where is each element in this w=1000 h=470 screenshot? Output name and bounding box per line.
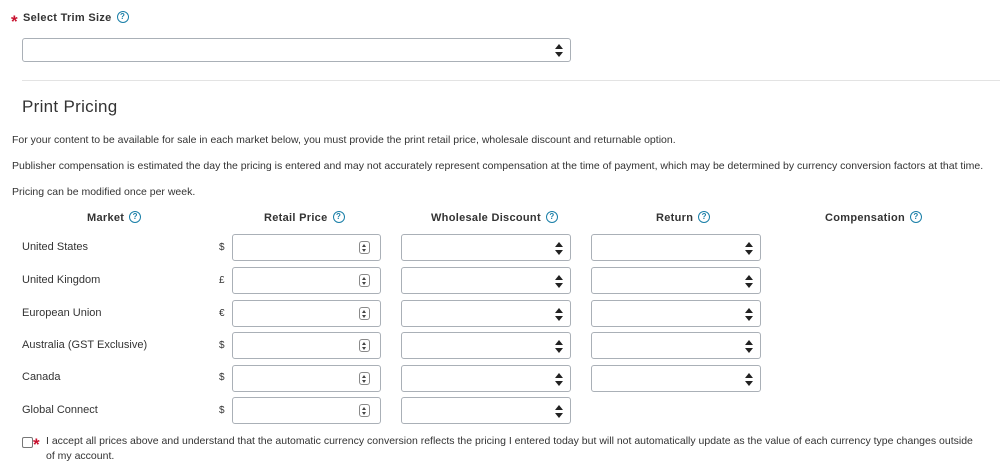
market-label-united-states: United States (22, 241, 89, 253)
number-spinner-icon[interactable] (359, 307, 370, 320)
select-arrows-icon (745, 242, 753, 255)
market-label-global-connect: Global Connect (22, 404, 98, 416)
retail-price-input[interactable] (232, 300, 381, 327)
required-asterisk: * (33, 435, 40, 454)
select-arrows-icon (555, 373, 563, 386)
number-spinner-icon[interactable] (359, 404, 370, 417)
retail-price-input[interactable] (232, 365, 381, 392)
help-icon[interactable]: ? (129, 211, 141, 223)
currency-symbol: $ (219, 405, 225, 416)
select-arrows-icon (555, 275, 563, 288)
number-spinner-icon[interactable] (359, 241, 370, 254)
select-arrows-icon (555, 405, 563, 418)
retail-price-input[interactable] (232, 267, 381, 294)
help-icon[interactable]: ? (910, 211, 922, 223)
compensation-note-text: Publisher compensation is estimated the day the pricing is entered and may not accurately represent compensation at the time of payment, which may be determined by currency conversion factors at that time. (12, 160, 984, 172)
select-arrows-icon (555, 308, 563, 321)
currency-symbol: $ (219, 242, 225, 253)
wholesale-discount-select[interactable] (401, 267, 571, 294)
return-select[interactable] (591, 267, 761, 294)
column-header-wholesale-discount-label: Wholesale Discount (431, 212, 541, 224)
help-icon[interactable]: ? (333, 211, 345, 223)
return-select[interactable] (591, 332, 761, 359)
select-arrows-icon (745, 275, 753, 288)
market-label-united-kingdom: United Kingdom (22, 274, 101, 286)
number-spinner-icon[interactable] (359, 372, 370, 385)
wholesale-discount-select[interactable] (401, 365, 571, 392)
column-header-return (656, 212, 710, 224)
wholesale-discount-select[interactable] (401, 397, 571, 424)
pricing-intro-text: For your content to be available for sale in each market below, you must provide the print retail price, wholesale discount and returnable option. (12, 134, 676, 146)
trim-size-label (23, 12, 129, 24)
accept-prices-label: I accept all prices above and understand that the automatic currency conversion reflects the pricing I entered today but will not automatically update as the value of each currency type changes outside of my account. (46, 435, 973, 462)
help-icon[interactable]: ? (698, 211, 710, 223)
trim-size-select[interactable] (22, 38, 571, 62)
select-arrows-icon (555, 340, 563, 353)
return-select[interactable] (591, 365, 761, 392)
section-divider (22, 80, 1000, 81)
column-header-compensation (825, 212, 922, 224)
column-header-return-label: Return (656, 212, 694, 224)
return-select[interactable] (591, 234, 761, 261)
column-header-market-label: Market (87, 212, 125, 224)
return-select[interactable] (591, 300, 761, 327)
currency-symbol: £ (219, 275, 225, 286)
help-icon[interactable]: ? (546, 211, 558, 223)
help-icon[interactable]: ? (117, 11, 129, 23)
select-arrows-icon (555, 44, 563, 57)
print-pricing-title: Print Pricing (22, 97, 118, 116)
select-arrows-icon (745, 308, 753, 321)
column-header-wholesale-discount (431, 212, 558, 224)
column-header-compensation-label: Compensation (825, 212, 905, 224)
wholesale-discount-select[interactable] (401, 300, 571, 327)
wholesale-discount-select[interactable] (401, 332, 571, 359)
select-arrows-icon (555, 242, 563, 255)
market-label-european-union: European Union (22, 307, 102, 319)
column-header-retail-price (264, 212, 345, 224)
currency-symbol: $ (219, 372, 225, 383)
accept-prices-checkbox[interactable] (22, 437, 33, 448)
select-arrows-icon (745, 340, 753, 353)
required-asterisk: * (11, 12, 18, 31)
trim-size-label-text: Select Trim Size (23, 12, 112, 24)
select-arrows-icon (745, 373, 753, 386)
currency-symbol: € (219, 308, 225, 319)
retail-price-input[interactable] (232, 397, 381, 424)
currency-symbol: $ (219, 340, 225, 351)
wholesale-discount-select[interactable] (401, 234, 571, 261)
number-spinner-icon[interactable] (359, 339, 370, 352)
number-spinner-icon[interactable] (359, 274, 370, 287)
retail-price-input[interactable] (232, 332, 381, 359)
retail-price-input[interactable] (232, 234, 381, 261)
pricing-frequency-text: Pricing can be modified once per week. (12, 186, 196, 198)
column-header-retail-price-label: Retail Price (264, 212, 328, 224)
market-label-canada: Canada (22, 371, 61, 383)
column-header-market (87, 212, 141, 224)
market-label-australia: Australia (GST Exclusive) (22, 339, 148, 351)
